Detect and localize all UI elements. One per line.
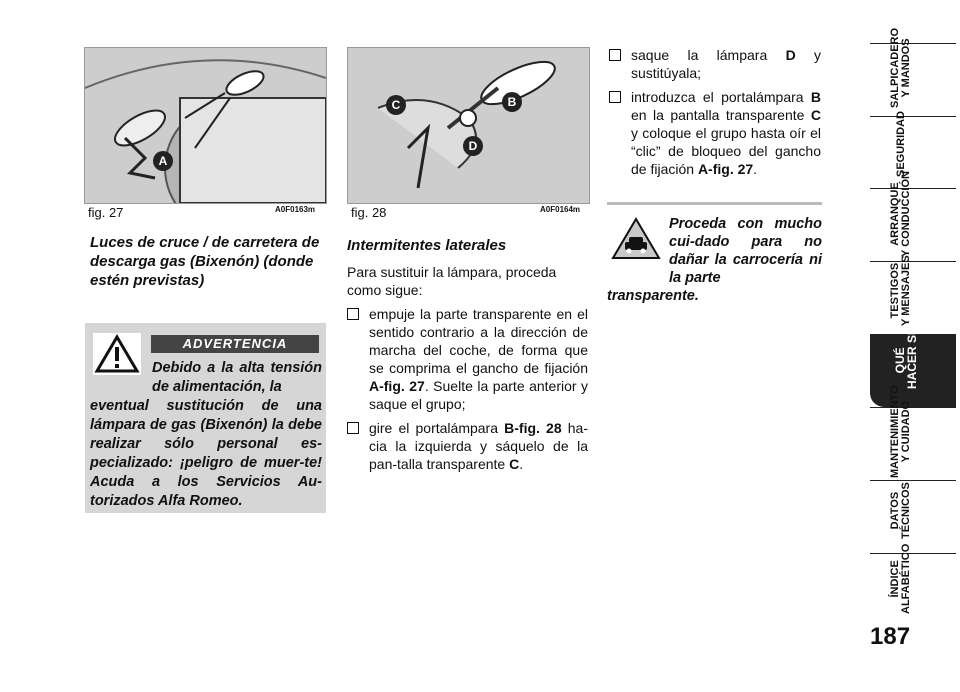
chapter-tabs [870,0,960,692]
note-text-rest: transparente. [607,288,699,304]
callout-label-d: D [463,136,483,156]
figure-27-caption: fig. 27 [88,205,124,220]
figure-28-code: A0F0164m [540,205,581,214]
note-divider [607,202,822,205]
callout-label-c: C [386,95,406,115]
list-item: saque la lámpara D y sustitúyala; [609,46,821,82]
warning-text-line1: Debido a la alta tensión de alimentación, la [152,360,322,395]
figure-27-code: A0F0163m [275,205,316,214]
note-text-line1: Proceda con mucho cui-dado para no dañar la carrocería ni la parte [669,216,822,286]
figure-28-caption: fig. 28 [351,205,387,220]
tab-que-hacer-si[interactable]: QUÉ HACER SI [870,334,956,407]
warning-text-rest: eventual sustitución de una lámpara de gas (Bixenón) la debe realizar sólo personal es-pecializado: ¡peligro de muer-te! Acuda a los Servicios Au-torizados Alfa Romeo. [90,398,322,509]
checkbox-bullet-icon [347,308,359,320]
tab-salpicadero[interactable]: SALPICADERO Y MANDOS [870,43,956,116]
checkbox-bullet-icon [609,91,621,103]
section-heading-intermitentes: Intermitentes laterales [347,237,507,254]
checkbox-bullet-icon [347,422,359,434]
warning-box [85,323,326,513]
checkbox-bullet-icon [609,49,621,61]
middle-column [347,237,588,479]
warning-text [90,359,322,511]
tab-indice-alfabetico[interactable]: ÍNDICE ALFABÉTICO [870,553,956,616]
tab-mantenimiento[interactable]: MANTENIMIENTO Y CUIDADO [870,407,956,480]
tab-seguridad[interactable]: SEGURIDAD [870,116,956,189]
page-number: 187 [870,623,911,650]
caution-note [607,202,822,305]
warning-header: ADVERTENCIA [151,335,319,353]
list-item: gire el portalámpara B-fig. 28 ha-cia la izquierda y sáquelo de la pan-talla transparente C. [347,419,588,473]
tab-datos-tecnicos[interactable]: DATOS TÉCNICOS [870,480,956,553]
car-caution-icon [610,216,662,262]
list-item: introduzca el portalámpara B en la pantalla transparente C y coloque el grupo hasta oír el “clic” de bloqueo del gancho de fijación A-fig. 27. [609,88,821,178]
figure-27-image [84,47,327,204]
tab-testigos[interactable]: TESTIGOS Y MENSAJES [870,261,956,334]
callout-label-b: B [502,92,522,112]
section-title: Luces de cruce / de carretera de descarga gas (Bixenón) (donde estén previstas) [90,234,320,289]
list-item: empuje la parte transparente en el sentido contrario a la dirección de marcha del coche, de forma que se comprima el gancho de fijación A-fig. 27. Suelte la parte anterior y saque el grupo; [347,305,588,413]
intro-paragraph: Para sustituir la lámpara, proceda como sigue: [347,264,557,298]
tab-arranque[interactable]: ARRANQUE Y CONDUCCIÓN [870,188,956,261]
right-column [609,46,821,184]
callout-label-a: A [153,151,173,171]
figure-28-image [347,47,590,204]
